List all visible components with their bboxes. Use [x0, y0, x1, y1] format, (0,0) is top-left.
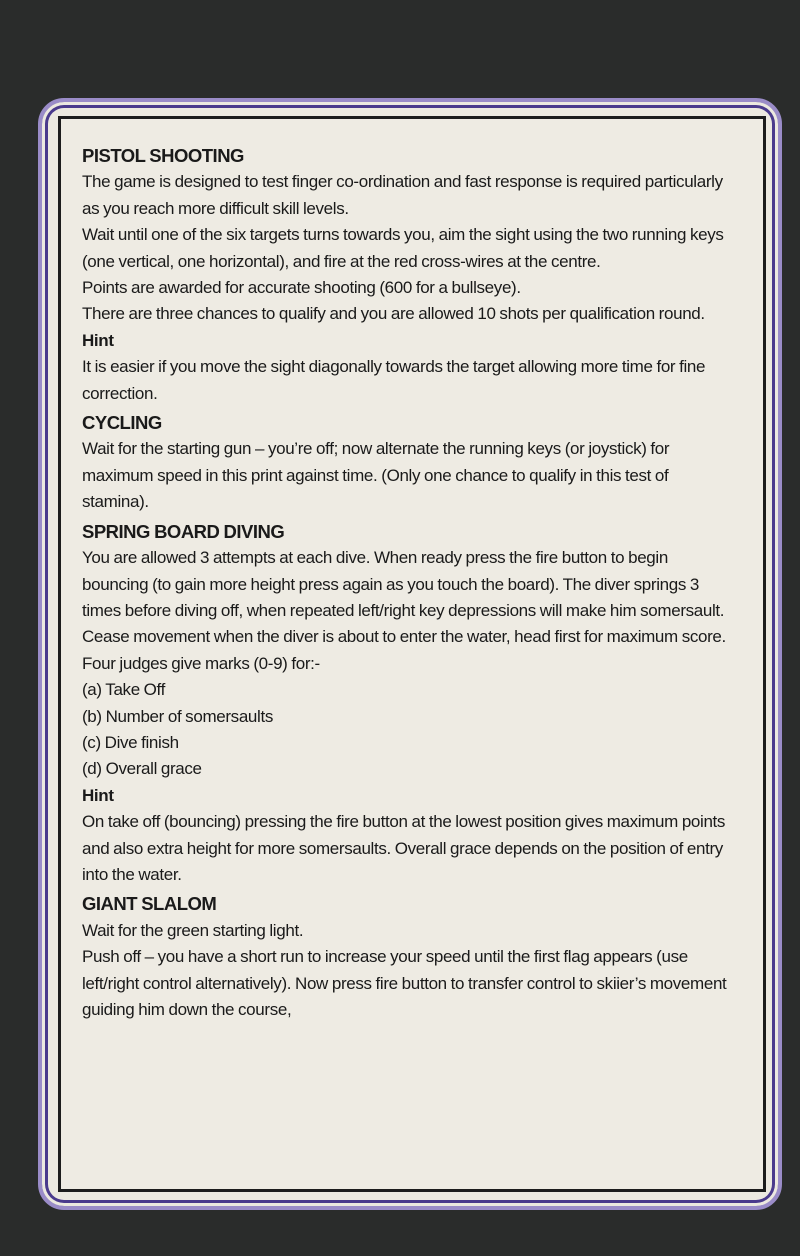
paragraph: Points are awarded for accurate shooting (600 for a bullseye).	[82, 278, 521, 298]
paragraph: Cease movement when the diver is about to enter the water, head first for maximum score.	[82, 627, 726, 647]
hint-text: It is easier if you move the sight diagonally towards the target allowing more time for fine correction.	[82, 357, 706, 403]
paragraph: There are three chances to qualify and you are allowed 10 shots per qualification round.	[82, 304, 705, 324]
instructions-text	[82, 143, 732, 1023]
hint-label: Hint	[82, 330, 114, 350]
list-item: (b) Number of somersaults	[82, 706, 273, 726]
paragraph: Wait for the starting gun – you’re off; now alternate the running keys (or joystick) for maximum speed in this print against time. (Only one chance to qualify in this test of stamina).	[82, 439, 670, 512]
paragraph: Four judges give marks (0-9) for:-	[82, 653, 320, 673]
list-item: (a) Take Off	[82, 680, 165, 700]
paragraph: Wait for the green starting light.	[82, 920, 304, 940]
paragraph: You are allowed 3 attempts at each dive. When ready press the fire button to begin bouncing (to gain more height press again as you touch the board). The diver springs 3 times before diving off, when repeated left/right key depressions will make him somersault.	[82, 548, 725, 620]
section-title-pistol-shooting: PISTOL SHOOTING	[82, 145, 244, 166]
section-title-spring-board-diving: SPRING BOARD DIVING	[82, 520, 285, 542]
paragraph: The game is designed to test finger co-ordination and fast response is required particularly as you reach more difficult skill levels.	[82, 172, 723, 218]
section-title-cycling: CYCLING	[82, 412, 162, 434]
hint-text: On take off (bouncing) pressing the fire button at the lowest position gives maximum points and also extra height for more somersaults. Overall grace depends on the position of entry into the water.	[82, 812, 726, 884]
hint-label: Hint	[82, 785, 114, 805]
paragraph: Push off – you have a short run to increase your speed until the first flag appears (use left/right control alternatively). Now press fire button to transfer control to skiier’s movement guiding him down the course,	[82, 947, 727, 1019]
paragraph: Wait until one of the six targets turns towards you, aim the sight using the two running keys (one vertical, one horizontal), and fire at the red cross-wires at the centre.	[82, 225, 724, 271]
list-item: (c) Dive finish	[82, 732, 179, 752]
section-title-giant-slalom: GIANT SLALOM	[82, 893, 217, 915]
list-item: (d) Overall grace	[82, 759, 202, 779]
